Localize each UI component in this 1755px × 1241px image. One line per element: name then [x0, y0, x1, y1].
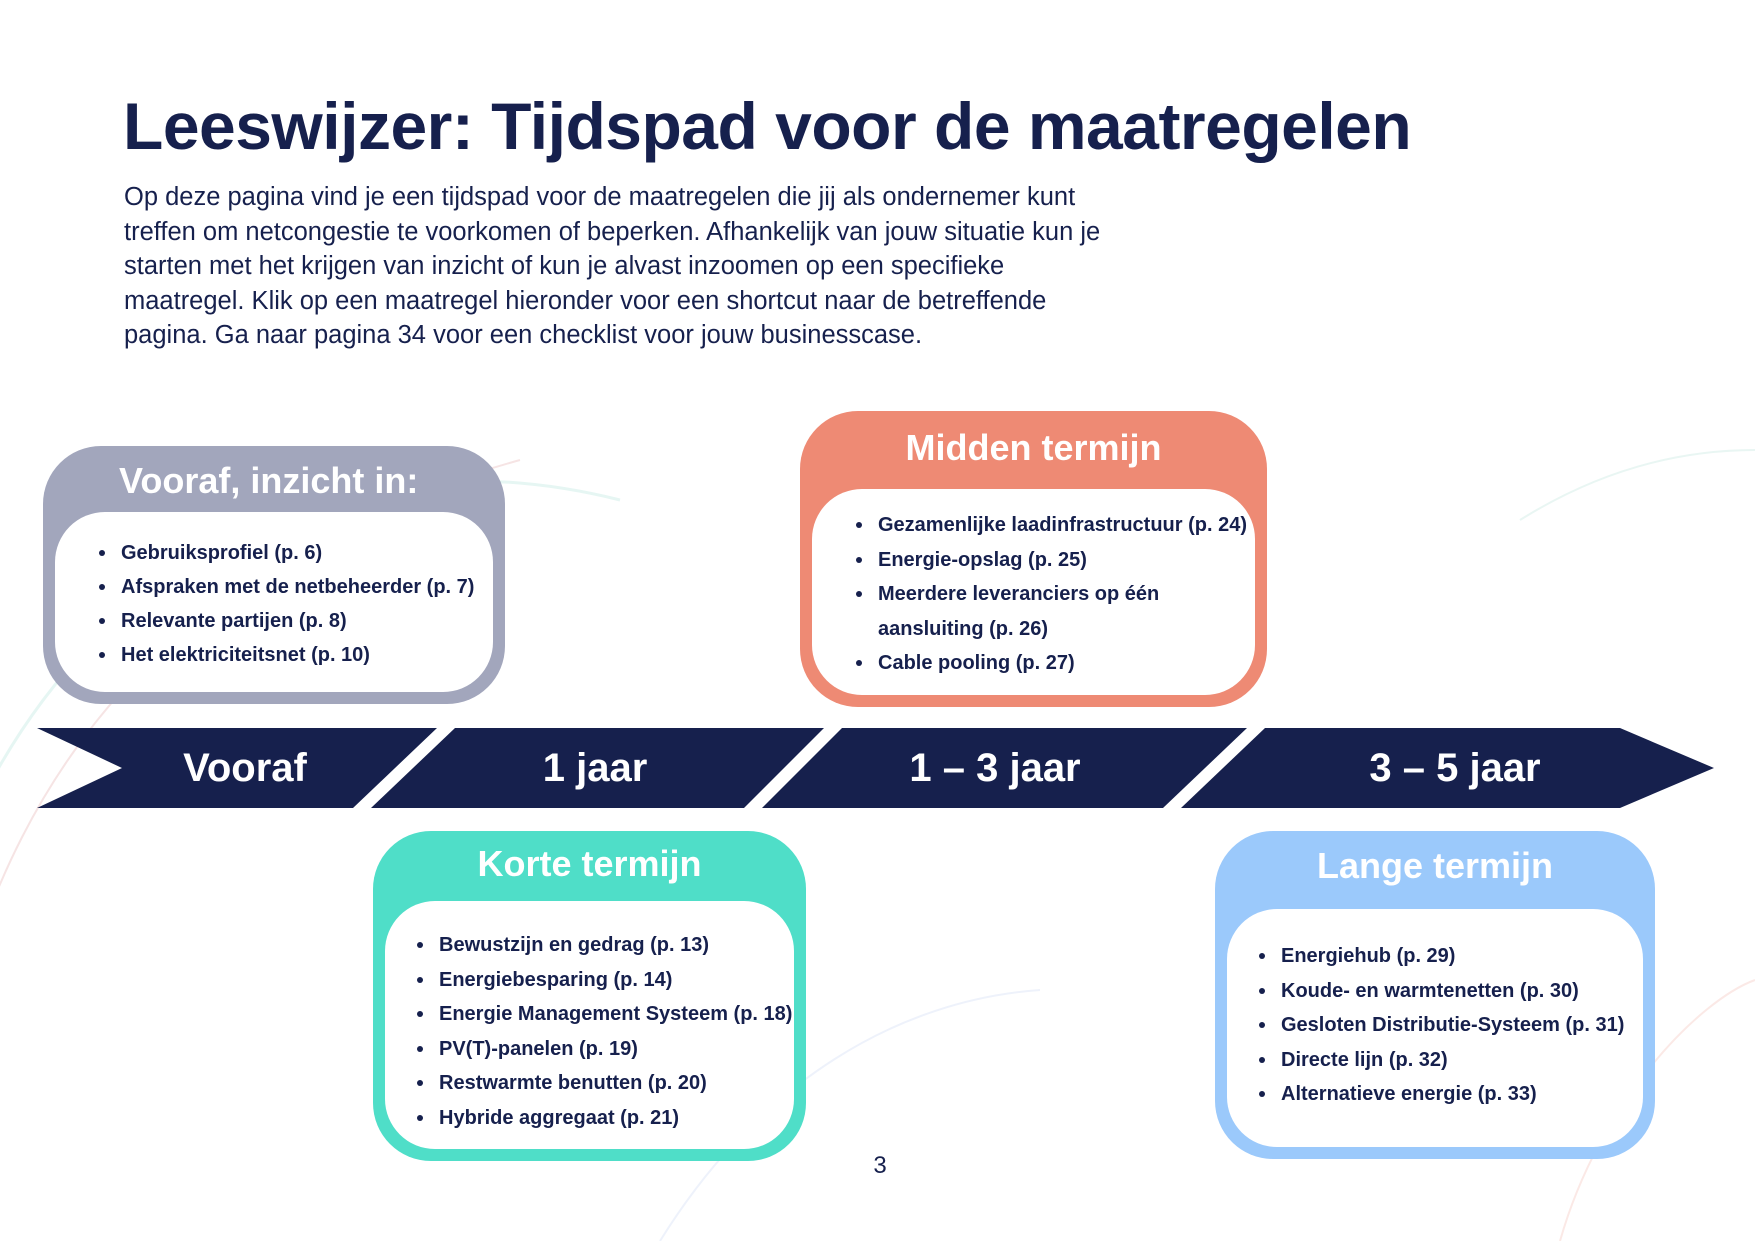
list-item[interactable]: Energiehub (p. 29)	[1257, 939, 1643, 974]
timeline-label-vooraf: Vooraf	[183, 746, 307, 790]
list-item[interactable]: Energie Management Systeem (p. 18)	[415, 997, 794, 1032]
timeline-label-1-jaar: 1 jaar	[542, 746, 648, 790]
list-item[interactable]: Energiebesparing (p. 14)	[415, 963, 794, 998]
list-item[interactable]: Energie-opslag (p. 25)	[854, 543, 1255, 578]
card-vooraf-list-panel	[55, 512, 493, 692]
list-item[interactable]: Directe lijn (p. 32)	[1257, 1043, 1643, 1078]
list-item[interactable]: Gebruiksprofiel (p. 6)	[97, 536, 493, 570]
list-item[interactable]: Koude- en warmtenetten (p. 30)	[1257, 974, 1643, 1009]
card-lange-list-panel	[1227, 909, 1643, 1147]
card-midden-list	[854, 508, 1255, 681]
list-item[interactable]: Meerdere leveranciers op één aansluiting (p. 26)	[854, 577, 1168, 646]
list-item[interactable]: Gesloten Distributie-Systeem (p. 31)	[1257, 1008, 1643, 1043]
card-midden-termijn	[800, 411, 1267, 707]
timeline-label-1-3-jaar: 1 – 3 jaar	[909, 746, 1081, 790]
card-midden-list-panel	[812, 489, 1255, 695]
list-item[interactable]: Restwarmte benutten (p. 20)	[415, 1066, 794, 1101]
card-lange-title: Lange termijn	[1316, 845, 1554, 886]
list-item[interactable]: Gezamenlijke laadinfrastructuur (p. 24)	[854, 508, 1255, 543]
page-number: 3	[873, 1152, 887, 1179]
card-vooraf-list	[97, 536, 493, 672]
list-item[interactable]: Bewustzijn en gedrag (p. 13)	[415, 928, 794, 963]
list-item[interactable]: PV(T)-panelen (p. 19)	[415, 1032, 794, 1067]
list-item[interactable]: Afspraken met de netbeheerder (p. 7)	[97, 570, 493, 604]
card-korte-title: Korte termijn	[477, 843, 702, 884]
page-title: Leeswijzer: Tijdspad voor de maatregelen	[123, 89, 1412, 163]
card-lange-termijn	[1215, 831, 1655, 1159]
card-midden-title: Midden termijn	[905, 427, 1162, 468]
card-korte-list-panel	[385, 901, 794, 1149]
intro-paragraph: Op deze pagina vind je een tijdspad voor de maatregelen die jij als ondernemer kunt treffen om netcongestie te voorkomen of beperken. Afhankelijk van jouw situatie kun je starten met het krijgen van inzicht of kun je alvast inzoomen op een specifieke maatregel. Klik op een maatregel hieronder voor een shortcut naar de betreffende pagina. Ga naar pagina 34 voor een checklist voor jouw businesscase.	[124, 183, 1101, 349]
list-item[interactable]: Hybride aggregaat (p. 21)	[415, 1101, 794, 1136]
list-item[interactable]: Cable pooling (p. 27)	[854, 646, 1255, 681]
card-korte-list	[415, 928, 794, 1135]
timeline-label-3-5-jaar: 3 – 5 jaar	[1369, 746, 1541, 790]
card-vooraf	[43, 446, 505, 704]
card-lange-list	[1257, 939, 1643, 1112]
list-item[interactable]: Het elektriciteitsnet (p. 10)	[97, 638, 493, 672]
card-vooraf-title: Vooraf, inzicht in:	[119, 460, 419, 501]
list-item[interactable]: Alternatieve energie (p. 33)	[1257, 1077, 1643, 1112]
card-korte-termijn	[373, 831, 806, 1161]
list-item[interactable]: Relevante partijen (p. 8)	[97, 604, 493, 638]
